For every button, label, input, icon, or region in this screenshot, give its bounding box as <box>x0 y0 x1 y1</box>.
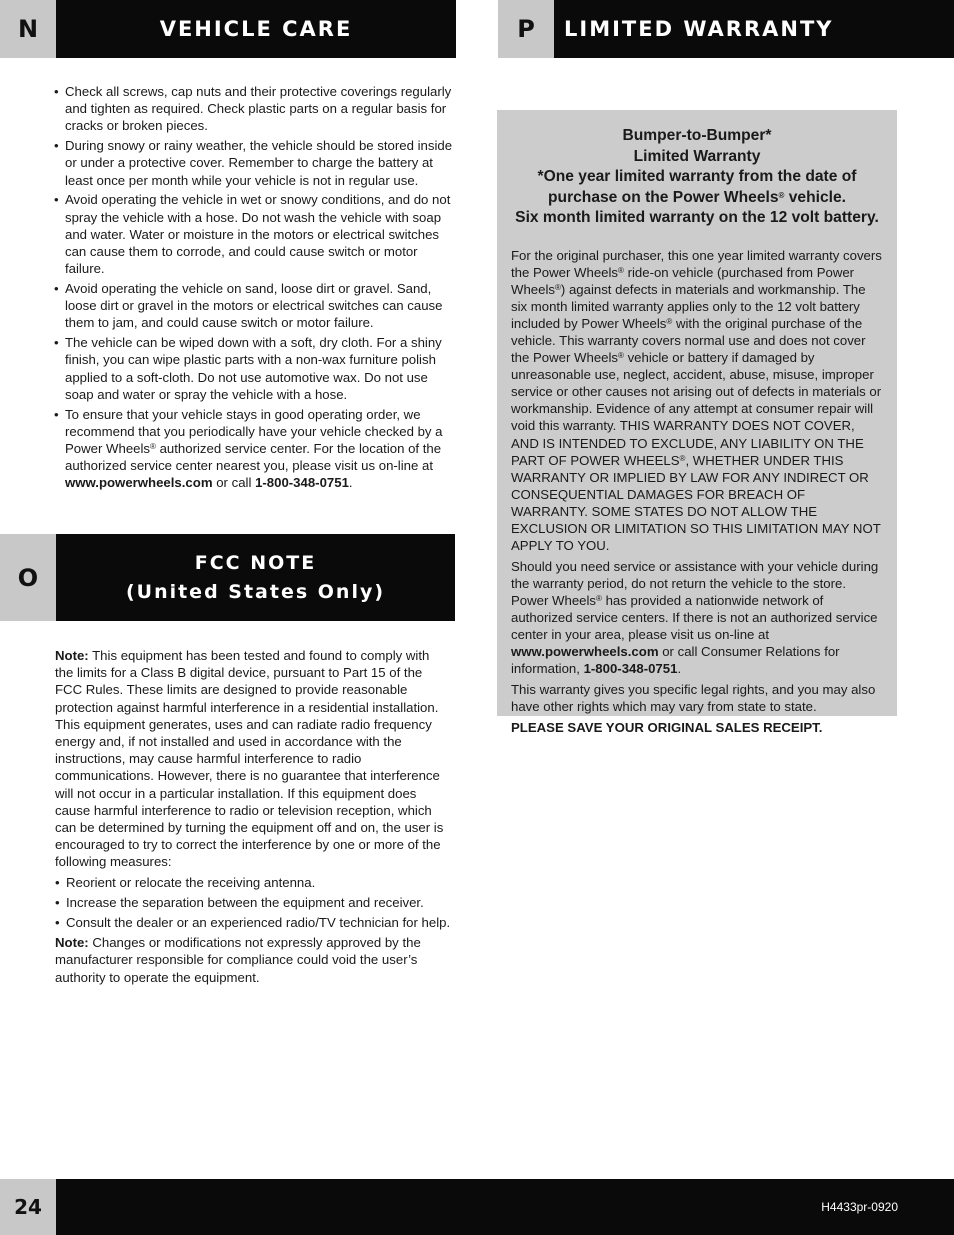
text: This equipment has been tested and found to comply with the limits for a Class B digital device, pursuant to Part 15 of the FCC Rules. These limits are designed to provide reasonable protection against harmful interference in a residential installation. This equipment generates, uses and can radiate radio frequency energy and, if not installed and used in accordance with the instructions, may cause harmful interference to radio communications. However, there is no guarantee that interference will not occur in a particular installation. If this equipment does cause harmful interference to radio or television reception, which can be determined by turning the equipment off and on, the user is encouraged to try to correct the interference by one or more of the following measures: <box>55 648 444 870</box>
registered-mark: ® <box>596 593 602 603</box>
section-title <box>56 534 455 621</box>
text: vehicle or battery if damaged by unreasonable use, neglect, accident, abuse, misuse, improper service or other causes not arising out of defects in materials or workmanship. Evidence of any attempt at consumer repair will void this warranty. THIS WARRANTY DOES NOT COVER, AND IS INTENDED TO EXCLUDE, ANY LIABILITY ON THE PART OF POWER WHEELS <box>511 350 882 468</box>
note-label: Note: <box>55 648 89 663</box>
vehicle-care-list <box>54 83 456 494</box>
list-item: • Avoid operating the vehicle in wet or snowy conditions, and do not spray the vehicle with a hose. Do not wash the vehicle with soap and water. Water or moisture in the motors or electrical switches can cause them to corrode, and could cause switch or motor failure. <box>54 191 456 277</box>
text: Changes or modifications not expressly approved by the manufacturer responsible for compliance could void the user’s authority to operate the equipment. <box>55 935 421 985</box>
footer-bar <box>56 1179 954 1235</box>
website-link[interactable]: www.powerwheels.com <box>511 644 659 660</box>
registered-mark: ® <box>618 265 624 275</box>
page-number: 24 <box>0 1179 56 1235</box>
text: or call Consumer Relations for information, <box>511 644 840 677</box>
note-label: Note: <box>55 935 89 951</box>
list-item: • Avoid operating the vehicle on sand, loose dirt or gravel. Sand, loose dirt or gravel in the motors or electrical switches can cause them to jam, and could cause switch or motor failure. <box>54 280 456 332</box>
list-item <box>54 406 456 492</box>
phone-number: 1-800-348-0751 <box>255 475 349 491</box>
warranty-title-line: *One year limited warranty from the date of <box>537 168 857 185</box>
section-header-limited-warranty <box>498 0 954 58</box>
registered-mark: ® <box>150 442 156 452</box>
text: ) against defects in materials and workmanship. The six month limited warranty applies only to the 12 volt battery included by Power Wheels <box>511 281 866 331</box>
warranty-paragraph <box>511 558 883 678</box>
text: , WHETHER UNDER THIS WARRANTY OR IMPLIED BY LAW FOR ANY INDIRECT OR CONSEQUENTIAL DAMAGES FOR BREACH OF WARRANTY. SOME STATES DO NOT ALLOW THE EXCLUSION OR LIMITATION SO THIS LIMITATION MAY NOT APPLY TO YOU. <box>511 452 881 554</box>
text: has provided a nationwide network of authorized service centers. If there is not an authorized service center in your area, please visit us on-line at <box>511 592 878 643</box>
text: PLEASE SAVE YOUR ORIGINAL SALES RECEIPT. <box>511 719 823 735</box>
section-title-line2: (United States Only) <box>125 580 386 603</box>
list-item: • Consult the dealer or an experienced radio/TV technician for help. <box>55 914 451 931</box>
text: vehicle. <box>784 188 846 206</box>
fcc-note-paragraph <box>55 647 451 871</box>
warranty-title-line: Bumper-to-Bumper* <box>622 127 772 144</box>
warranty-title-line <box>507 188 887 209</box>
list-item: • Reorient or relocate the receiving antenna. <box>55 874 451 891</box>
website-link[interactable]: www.powerwheels.com <box>65 475 213 491</box>
warranty-box <box>497 110 897 735</box>
warranty-paragraph <box>511 247 883 555</box>
text: authorized service center. For the location of the authorized service center nearest you, please visit us on-line at <box>65 441 442 474</box>
text: For the original purchaser, this one year limited warranty covers the Power Wheels <box>511 247 882 280</box>
text: . <box>677 661 682 677</box>
text: . <box>348 475 353 491</box>
section-header-fcc-note <box>0 534 455 621</box>
section-title: LIMITED WARRANTY <box>554 0 954 58</box>
registered-mark: ® <box>778 190 785 200</box>
text: Should you need service or assistance with your vehicle during the warranty period, do not return the vehicle to the store. Power Wheels <box>511 558 879 608</box>
registered-mark: ® <box>666 316 673 326</box>
section-title-line1: FCC NOTE <box>194 551 317 574</box>
save-receipt-notice <box>511 719 883 736</box>
section-letter: P <box>498 0 554 58</box>
warranty-title-line: Limited Warranty <box>633 147 761 165</box>
section-letter: O <box>0 534 56 621</box>
text: with the original purchase of the vehicle. This warranty covers normal use and does not cover the Power Wheels <box>511 315 866 366</box>
text: ride-on vehicle (purchased from Power Wheels <box>511 264 855 297</box>
registered-mark: ® <box>618 351 624 361</box>
list-item: • The vehicle can be wiped down with a soft, dry cloth. For a shiny finish, you can wipe plastic parts with a non-wax furniture polish applied to a soft-cloth. Do not use automotive wax. Do not use soap and water or spray the vehicle with a hose. <box>54 334 456 403</box>
warranty-title <box>507 126 887 229</box>
section-title: VEHICLE CARE <box>56 0 456 58</box>
text: To ensure that your vehicle stays in good operating order, we recommend that you periodically have your vehicle checked by a Power Wheels <box>65 406 443 457</box>
section-letter: N <box>0 0 56 58</box>
fcc-note-text <box>55 647 451 989</box>
document-code: H4433pr-0920 <box>821 1200 898 1214</box>
text: or call <box>212 475 256 491</box>
section-header-vehicle-care <box>0 0 456 58</box>
list-item: • During snowy or rainy weather, the vehicle should be stored inside or under a protective cover. Remember to charge the battery at least once per month while your vehicle is not in regular use. <box>54 137 456 189</box>
page-footer <box>0 1179 954 1235</box>
fcc-note-paragraph <box>55 934 451 986</box>
warranty-paragraph: This warranty gives you specific legal rights, and you may also have other rights which may vary from state to state. <box>511 682 876 715</box>
warranty-body <box>511 247 883 736</box>
text: purchase on the Power Wheels <box>548 188 779 206</box>
list-item: • Increase the separation between the equipment and receiver. <box>55 894 451 911</box>
warranty-title-line: Six month limited warranty on the 12 volt battery. <box>515 209 879 226</box>
phone-number: 1-800-348-0751 <box>583 661 678 677</box>
registered-mark: ® <box>679 453 686 463</box>
registered-mark: ® <box>554 282 561 292</box>
list-item: • Check all screws, cap nuts and their protective coverings regularly and tighten as required. Check plastic parts on a regular basis for cracks or broken pieces. <box>54 83 456 135</box>
